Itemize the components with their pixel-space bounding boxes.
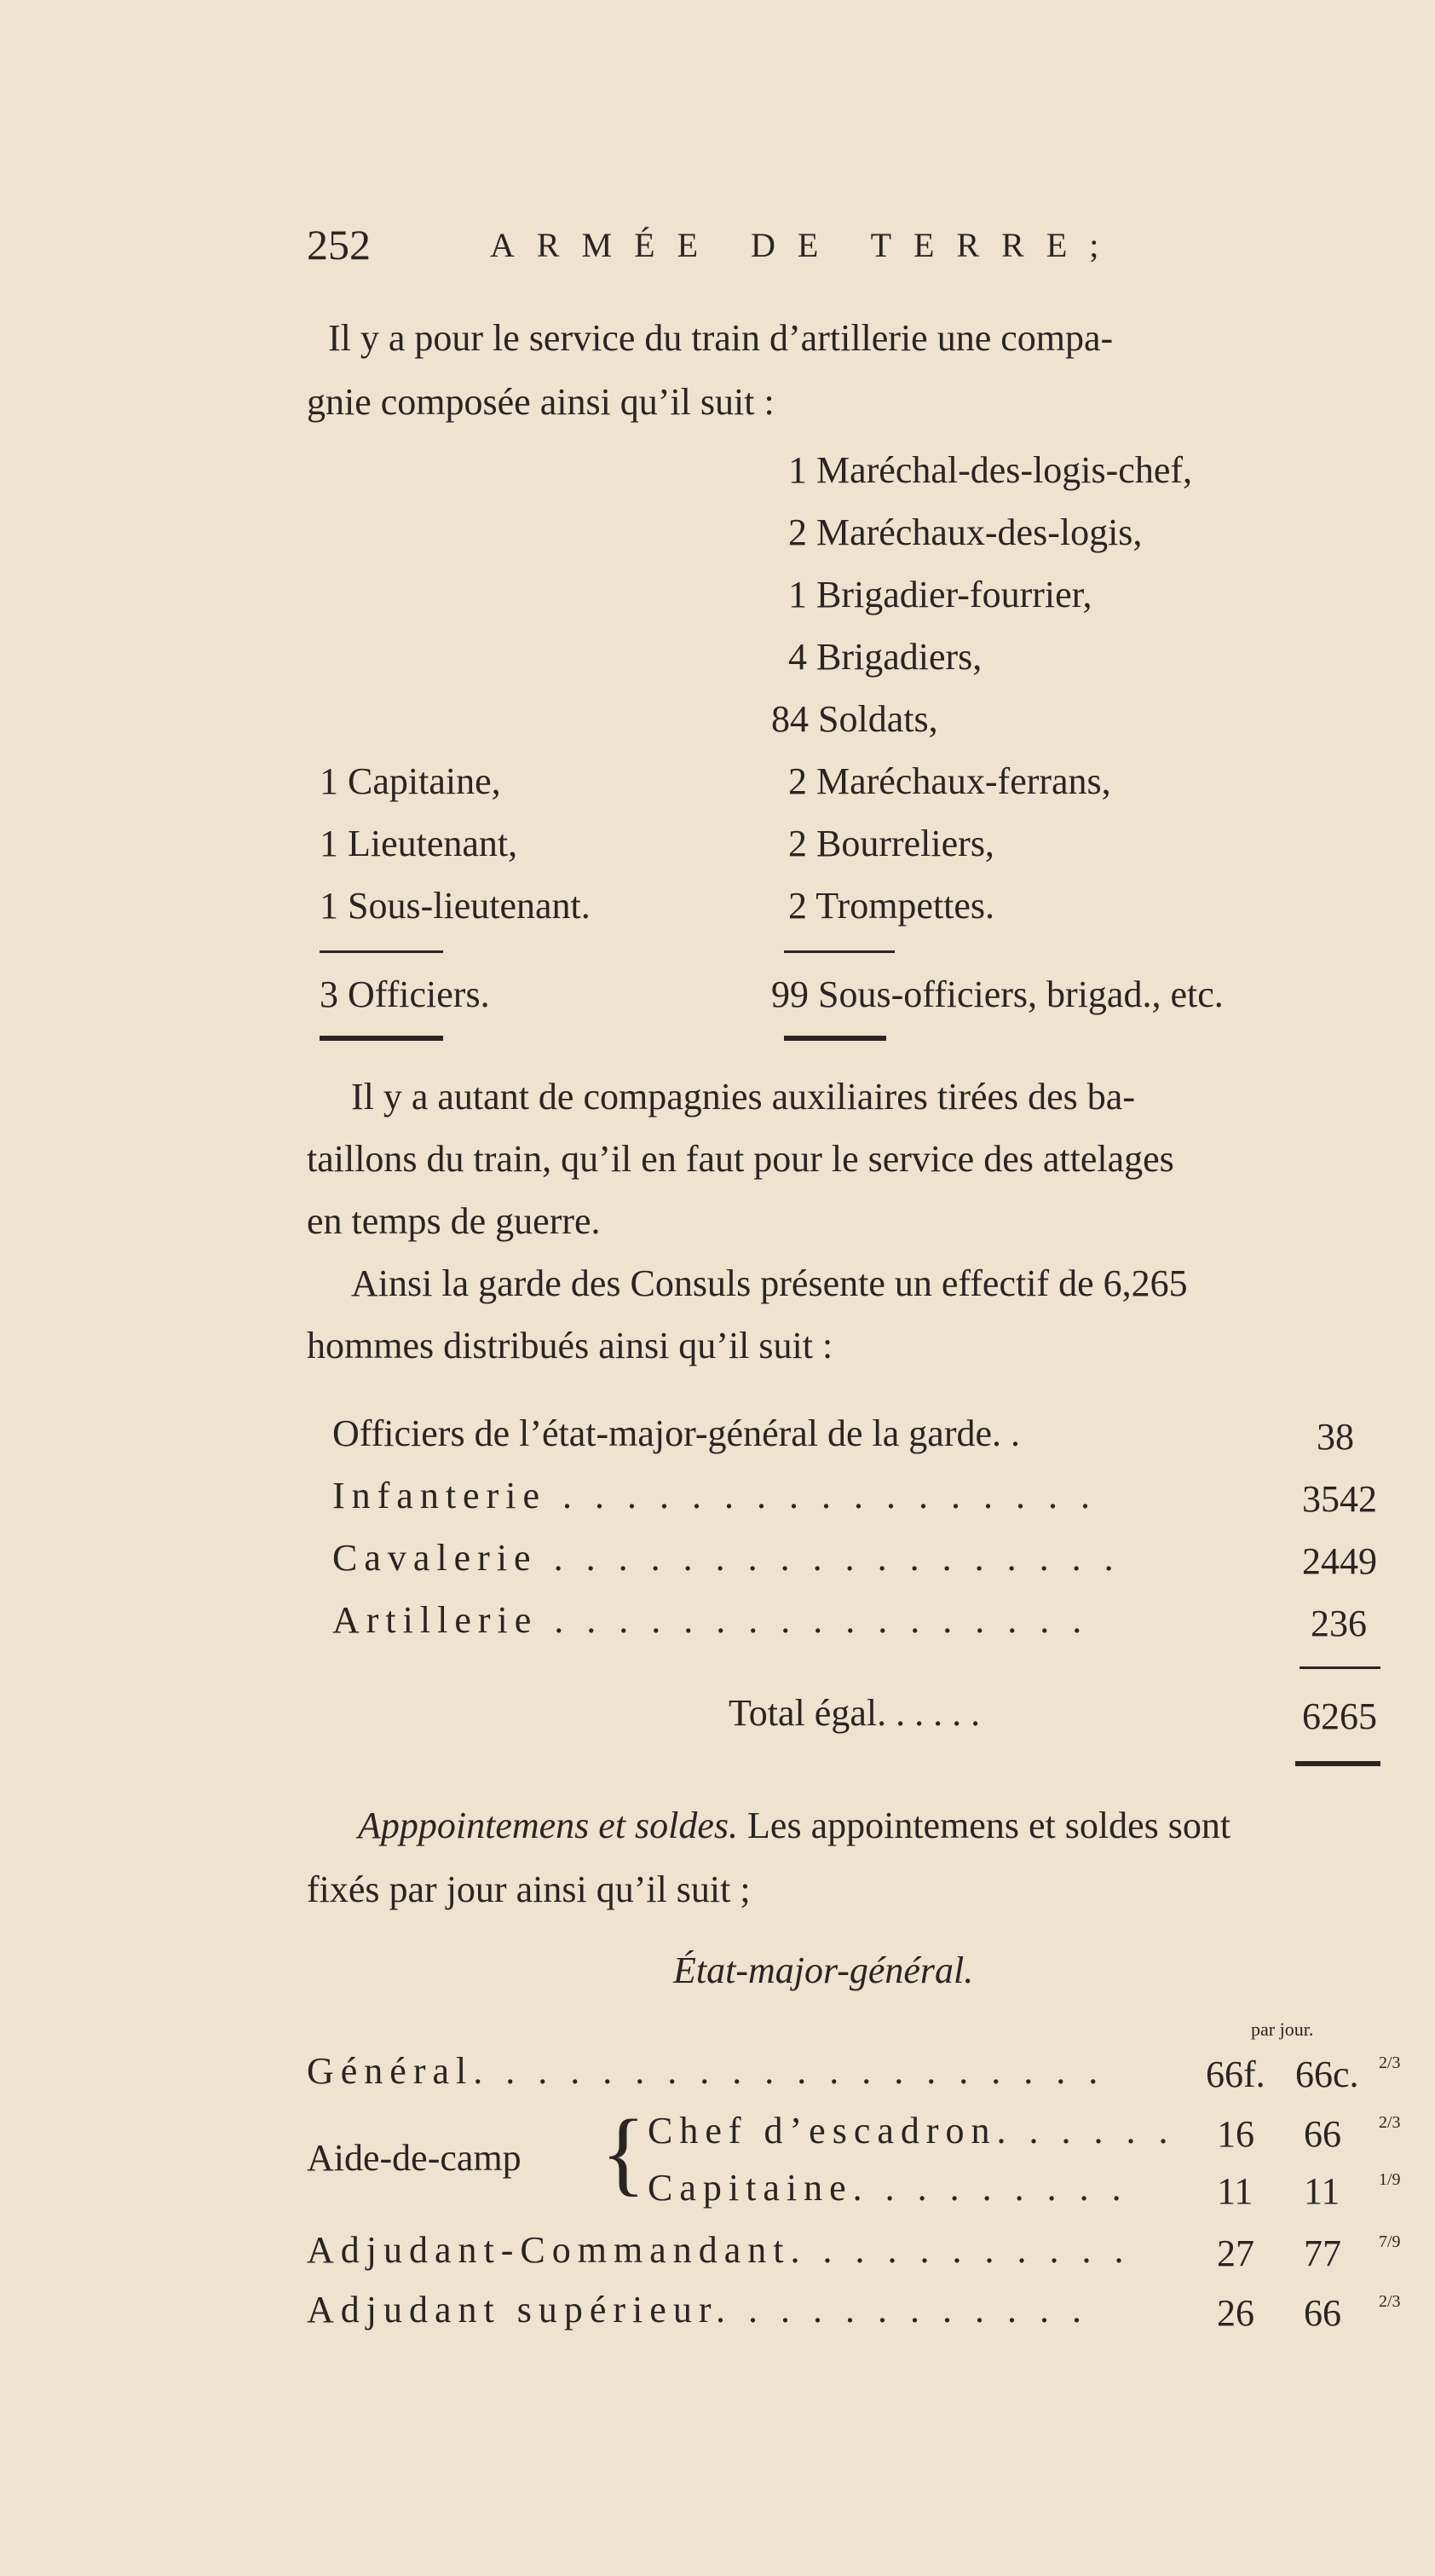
officer-item: 1 Capitaine, [320, 760, 501, 802]
distribution-label: Infanterie . . . . . . . . . . . . . . . . . [332, 1475, 1097, 1516]
subofficers-total: 99 Sous-officiers, brigad., etc. [771, 973, 1224, 1015]
subhead: État-major-général. [673, 1949, 974, 1991]
page-number: 252 [307, 221, 371, 269]
pay-c: 11 [1304, 2170, 1340, 2212]
pay-c: 66 [1304, 2113, 1341, 2155]
distribution-value: 3542 [1302, 1478, 1377, 1520]
total-label: Total égal. . . . . . [729, 1692, 981, 1734]
running-title: ARMÉE DE TERRE; [490, 226, 1121, 264]
para2-line-3: en temps de guerre. [307, 1200, 601, 1242]
company-item: 4 Brigadiers, [788, 636, 983, 678]
pay-c: 66 [1304, 2292, 1341, 2334]
officers-total: 3 Officiers. [320, 973, 490, 1015]
intro-line-1: Il y a pour le service du train d’artillerie une compa- [328, 317, 1114, 359]
divider [320, 950, 443, 953]
pay-label-capitaine: Capitaine. . . . . . . . . [648, 2167, 1128, 2209]
distribution-label: Officiers de l’état-major-général de la garde. . [332, 1412, 1020, 1454]
distribution-value: 38 [1317, 1416, 1354, 1458]
intro-line-2: gnie composée ainsi qu’il suit : [307, 381, 775, 423]
pay-fr: 66f. [1206, 2053, 1265, 2095]
pay-fr: 11 [1217, 2170, 1253, 2212]
pay-label-general: Général. . . . . . . . . . . . . . . . . . . . [307, 2050, 1105, 2092]
pay-fr: 27 [1217, 2232, 1254, 2274]
officer-item: 1 Sous-lieutenant. [320, 885, 591, 927]
pay-label-adjudant-superieur: Adjudant supérieur. . . . . . . . . . . . [307, 2289, 1089, 2331]
distribution-label: Artillerie . . . . . . . . . . . . . . . . . [332, 1599, 1089, 1641]
brace: { [601, 2100, 646, 2204]
divider [320, 1036, 443, 1041]
distribution-value: 2449 [1302, 1540, 1377, 1582]
page-header [307, 220, 1398, 280]
aide-de-camp-label: Aide-de-camp [307, 2137, 522, 2179]
company-item: 1 Brigadier-fourrier, [788, 574, 1092, 615]
para2-line-2: taillons du train, qu’il en faut pour le service des attelages [307, 1138, 1174, 1180]
company-item: 2 Maréchaux-des-logis, [788, 511, 1143, 553]
pay-frac: 7/9 [1379, 2232, 1401, 2251]
per-day-label: par jour. [1251, 2019, 1314, 2040]
company-item: 84 Soldats, [771, 698, 938, 740]
para4-line-2: fixés par jour ainsi qu’il suit ; [307, 1868, 751, 1910]
pay-frac: 1/9 [1379, 2170, 1401, 2189]
pay-fr: 26 [1217, 2292, 1254, 2334]
para3-line-1: Ainsi la garde des Consuls présente un effectif de 6,265 [351, 1262, 1188, 1304]
pay-label-chef: Chef d’escadron. . . . . . [648, 2110, 1175, 2151]
company-item: 1 Maréchal-des-logis-chef, [788, 449, 1193, 491]
pay-frac: 2/3 [1379, 2292, 1401, 2311]
pay-frac: 2/3 [1379, 2113, 1401, 2132]
divider [784, 950, 895, 953]
para3-line-2: hommes distribués ainsi qu’il suit : [307, 1325, 833, 1366]
pay-frac: 2/3 [1379, 2053, 1401, 2072]
para2-line-1: Il y a autant de compagnies auxiliaires tirées des ba- [351, 1076, 1135, 1118]
divider [1300, 1666, 1380, 1669]
total-value: 6265 [1302, 1695, 1377, 1737]
distribution-label: Cavalerie . . . . . . . . . . . . . . . . . . [332, 1537, 1121, 1579]
company-item: 2 Trompettes. [788, 885, 995, 927]
officer-item: 1 Lieutenant, [320, 823, 518, 864]
pay-label-adjudant-commandant: Adjudant-Commandant. . . . . . . . . . . [307, 2229, 1131, 2271]
divider [784, 1036, 886, 1041]
distribution-value: 236 [1311, 1603, 1367, 1644]
company-item: 2 Bourreliers, [788, 823, 994, 864]
company-item: 2 Maréchaux-ferrans, [788, 760, 1111, 802]
pay-fr: 16 [1217, 2113, 1254, 2155]
divider [1295, 1761, 1380, 1766]
pay-c: 66c. [1295, 2053, 1359, 2095]
para4-line-1: Apppointemens et soldes. Les appointemens et soldes sont [358, 1805, 1231, 1846]
pay-c: 77 [1304, 2232, 1341, 2274]
